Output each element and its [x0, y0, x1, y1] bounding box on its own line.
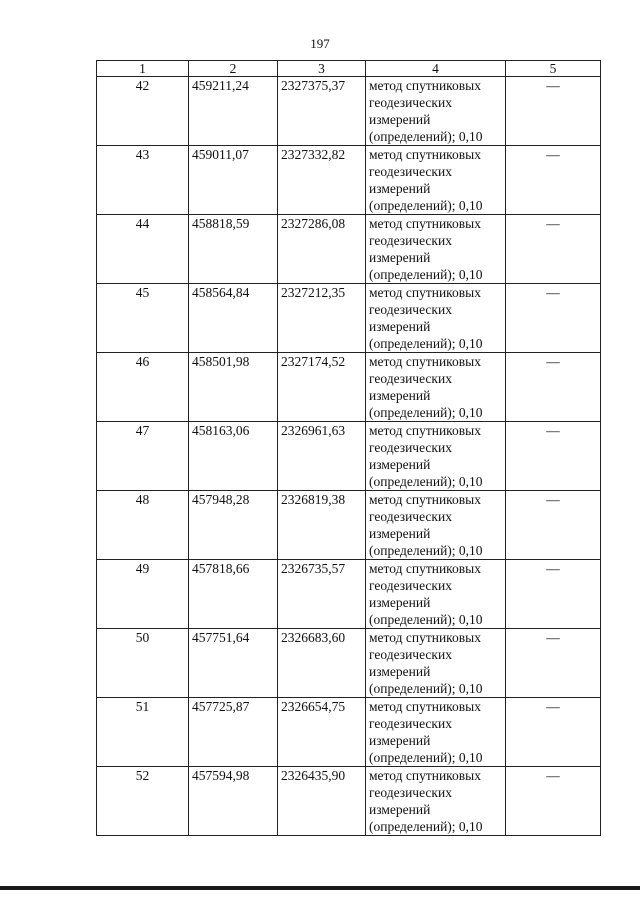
y-coordinate-cell: 2327286,08 [278, 215, 366, 284]
x-coordinate-cell: 457948,28 [189, 491, 278, 560]
method-cell: метод спутниковых геодезических измерений (определений); 0,10 [366, 215, 506, 284]
note-cell: — [506, 215, 601, 284]
note-cell: — [506, 491, 601, 560]
note-cell: — [506, 698, 601, 767]
method-cell: метод спутниковых геодезических измерений (определений); 0,10 [366, 77, 506, 146]
column-header: 5 [506, 61, 601, 77]
point-number-cell: 49 [97, 560, 189, 629]
x-coordinate-cell: 458818,59 [189, 215, 278, 284]
table-row [97, 698, 601, 767]
table-row [97, 353, 601, 422]
note-cell: — [506, 629, 601, 698]
table-row [97, 560, 601, 629]
x-coordinate-cell: 459011,07 [189, 146, 278, 215]
table-body [97, 77, 601, 836]
point-number-cell: 45 [97, 284, 189, 353]
table-row [97, 629, 601, 698]
x-coordinate-cell: 457818,66 [189, 560, 278, 629]
coordinates-table [96, 60, 601, 836]
table-row [97, 422, 601, 491]
column-header: 4 [366, 61, 506, 77]
table-header-row [97, 61, 601, 77]
y-coordinate-cell: 2326654,75 [278, 698, 366, 767]
y-coordinate-cell: 2327212,35 [278, 284, 366, 353]
point-number-cell: 48 [97, 491, 189, 560]
note-cell: — [506, 77, 601, 146]
method-cell: метод спутниковых геодезических измерений (определений); 0,10 [366, 629, 506, 698]
note-cell: — [506, 146, 601, 215]
y-coordinate-cell: 2326961,63 [278, 422, 366, 491]
point-number-cell: 44 [97, 215, 189, 284]
point-number-cell: 52 [97, 767, 189, 836]
table-row [97, 491, 601, 560]
x-coordinate-cell: 457751,64 [189, 629, 278, 698]
y-coordinate-cell: 2327375,37 [278, 77, 366, 146]
method-cell: метод спутниковых геодезических измерений (определений); 0,10 [366, 146, 506, 215]
table-row [97, 215, 601, 284]
bottom-rule [0, 886, 640, 890]
table-row [97, 146, 601, 215]
point-number-cell: 46 [97, 353, 189, 422]
table-row [97, 284, 601, 353]
note-cell: — [506, 422, 601, 491]
note-cell: — [506, 767, 601, 836]
x-coordinate-cell: 458564,84 [189, 284, 278, 353]
column-header: 2 [189, 61, 278, 77]
column-header: 3 [278, 61, 366, 77]
y-coordinate-cell: 2327174,52 [278, 353, 366, 422]
method-cell: метод спутниковых геодезических измерений (определений); 0,10 [366, 560, 506, 629]
point-number-cell: 51 [97, 698, 189, 767]
x-coordinate-cell: 458163,06 [189, 422, 278, 491]
method-cell: метод спутниковых геодезических измерений (определений); 0,10 [366, 698, 506, 767]
table-row [97, 767, 601, 836]
y-coordinate-cell: 2326683,60 [278, 629, 366, 698]
x-coordinate-cell: 459211,24 [189, 77, 278, 146]
page-number: 197 [310, 36, 330, 51]
point-number-cell: 43 [97, 146, 189, 215]
column-header: 1 [97, 61, 189, 77]
table-row [97, 77, 601, 146]
x-coordinate-cell: 457725,87 [189, 698, 278, 767]
note-cell: — [506, 353, 601, 422]
y-coordinate-cell: 2326435,90 [278, 767, 366, 836]
x-coordinate-cell: 457594,98 [189, 767, 278, 836]
note-cell: — [506, 560, 601, 629]
method-cell: метод спутниковых геодезических измерений (определений); 0,10 [366, 422, 506, 491]
method-cell: метод спутниковых геодезических измерений (определений); 0,10 [366, 767, 506, 836]
point-number-cell: 50 [97, 629, 189, 698]
y-coordinate-cell: 2326735,57 [278, 560, 366, 629]
x-coordinate-cell: 458501,98 [189, 353, 278, 422]
method-cell: метод спутниковых геодезических измерений (определений); 0,10 [366, 284, 506, 353]
y-coordinate-cell: 2327332,82 [278, 146, 366, 215]
point-number-cell: 47 [97, 422, 189, 491]
point-number-cell: 42 [97, 77, 189, 146]
note-cell: — [506, 284, 601, 353]
method-cell: метод спутниковых геодезических измерений (определений); 0,10 [366, 353, 506, 422]
y-coordinate-cell: 2326819,38 [278, 491, 366, 560]
method-cell: метод спутниковых геодезических измерений (определений); 0,10 [366, 491, 506, 560]
